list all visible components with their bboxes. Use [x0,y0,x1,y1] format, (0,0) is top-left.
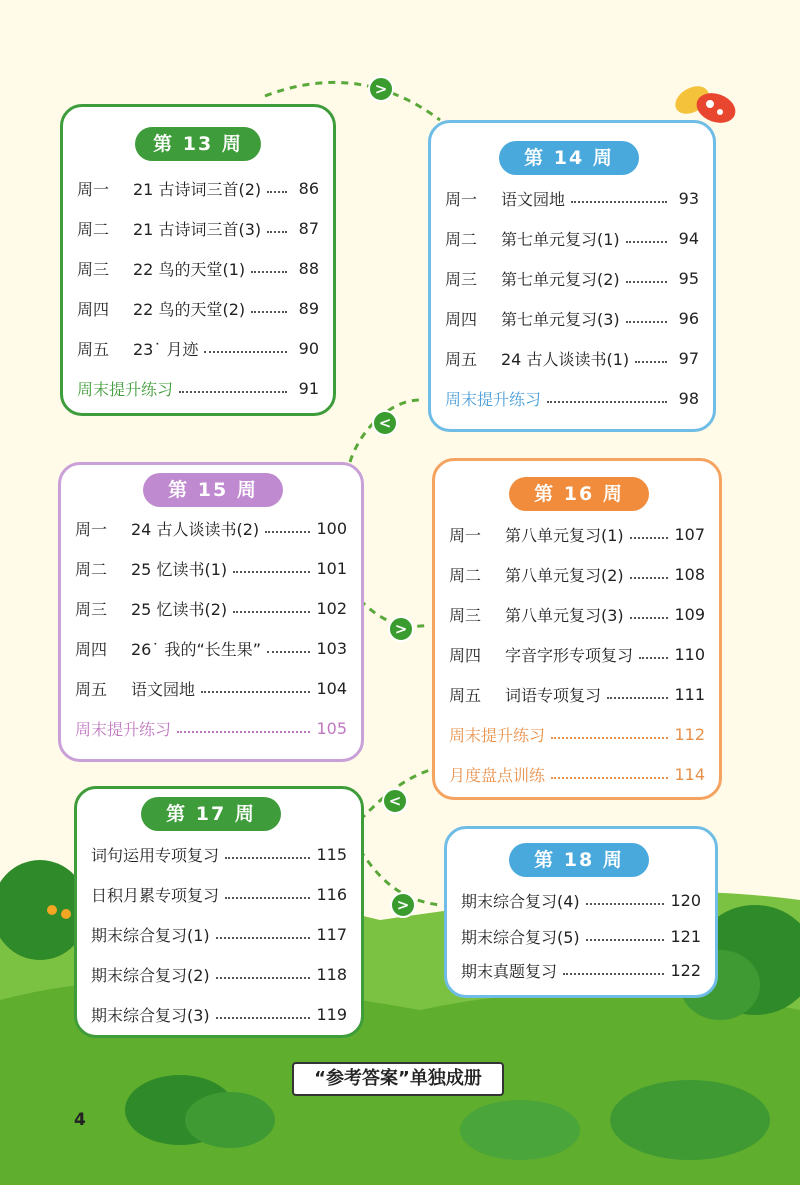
toc-entry[interactable]: 周三 25 忆读书(2) 102 [75,598,347,619]
answer-booklet-notice: “参考答案”单独成册 [292,1062,504,1096]
toc-entry-weekend[interactable]: 周末提升练习 91 [77,378,319,399]
toc-entry[interactable]: 周二 25 忆读书(1) 101 [75,558,347,579]
toc-entry-weekend[interactable]: 周末提升练习 98 [445,388,699,409]
week-14-panel [428,120,716,432]
week-18-header: 第 18 周 [509,843,649,877]
week-16-panel [432,458,722,800]
toc-entry[interactable]: 周四 字音字形专项复习 110 [449,644,705,665]
path-arrow-icon: > [368,76,394,102]
toc-entry[interactable]: 周五 23˙ 月迹 90 [77,338,319,359]
week-15-header: 第 15 周 [143,473,283,507]
week-13-panel [60,104,336,416]
toc-entry[interactable]: 周五 词语专项复习 111 [449,684,705,705]
toc-entry[interactable]: 期末真题复习 122 [461,960,701,981]
toc-entry[interactable]: 期末综合复习(2) 118 [91,964,347,985]
toc-entry[interactable]: 期末综合复习(5) 121 [461,926,701,947]
path-arrow-icon: > [390,892,416,918]
path-arrow-icon: < [372,410,398,436]
toc-entry[interactable]: 周一 21 古诗词三首(2) 86 [77,178,319,199]
toc-entry[interactable]: 周三 第七单元复习(2) 95 [445,268,699,289]
week-18-panel [444,826,718,998]
toc-entry[interactable]: 周四 22 鸟的天堂(2) 89 [77,298,319,319]
toc-entry-weekend[interactable]: 周末提升练习 105 [75,718,347,739]
toc-entry[interactable]: 周四 26˙ 我的“长生果” 103 [75,638,347,659]
toc-entry[interactable]: 周二 第七单元复习(1) 94 [445,228,699,249]
week-17-panel [74,786,364,1038]
path-arrow-icon: < [382,788,408,814]
week-13-header: 第 13 周 [135,127,261,161]
toc-entry[interactable]: 周四 第七单元复习(3) 96 [445,308,699,329]
toc-entry[interactable]: 周二 21 古诗词三首(3) 87 [77,218,319,239]
toc-entry[interactable]: 期末综合复习(3) 119 [91,1004,347,1025]
week-14-header: 第 14 周 [499,141,639,175]
toc-entry[interactable]: 日积月累专项复习 116 [91,884,347,905]
toc-entry[interactable]: 周三 第八单元复习(3) 109 [449,604,705,625]
toc-entry-monthly[interactable]: 月度盘点训练 114 [449,764,705,785]
page-number: 4 [74,1110,86,1130]
toc-entry[interactable]: 周一 语文园地 93 [445,188,699,209]
toc-entry[interactable]: 期末综合复习(4) 120 [461,890,701,911]
toc-entry-weekend[interactable]: 周末提升练习 112 [449,724,705,745]
toc-entry[interactable]: 周一 24 古人谈读书(2) 100 [75,518,347,539]
toc-entry[interactable]: 周五 语文园地 104 [75,678,347,699]
toc-entry[interactable]: 周一 第八单元复习(1) 107 [449,524,705,545]
toc-entry[interactable]: 周三 22 鸟的天堂(1) 88 [77,258,319,279]
toc-entry[interactable]: 期末综合复习(1) 117 [91,924,347,945]
toc-entry[interactable]: 词句运用专项复习 115 [91,844,347,865]
toc-entry[interactable]: 周二 第八单元复习(2) 108 [449,564,705,585]
toc-entry[interactable]: 周五 24 古人谈读书(1) 97 [445,348,699,369]
week-17-header: 第 17 周 [141,797,281,831]
week-15-panel [58,462,364,762]
week-16-header: 第 16 周 [509,477,649,511]
path-arrow-icon: > [388,616,414,642]
